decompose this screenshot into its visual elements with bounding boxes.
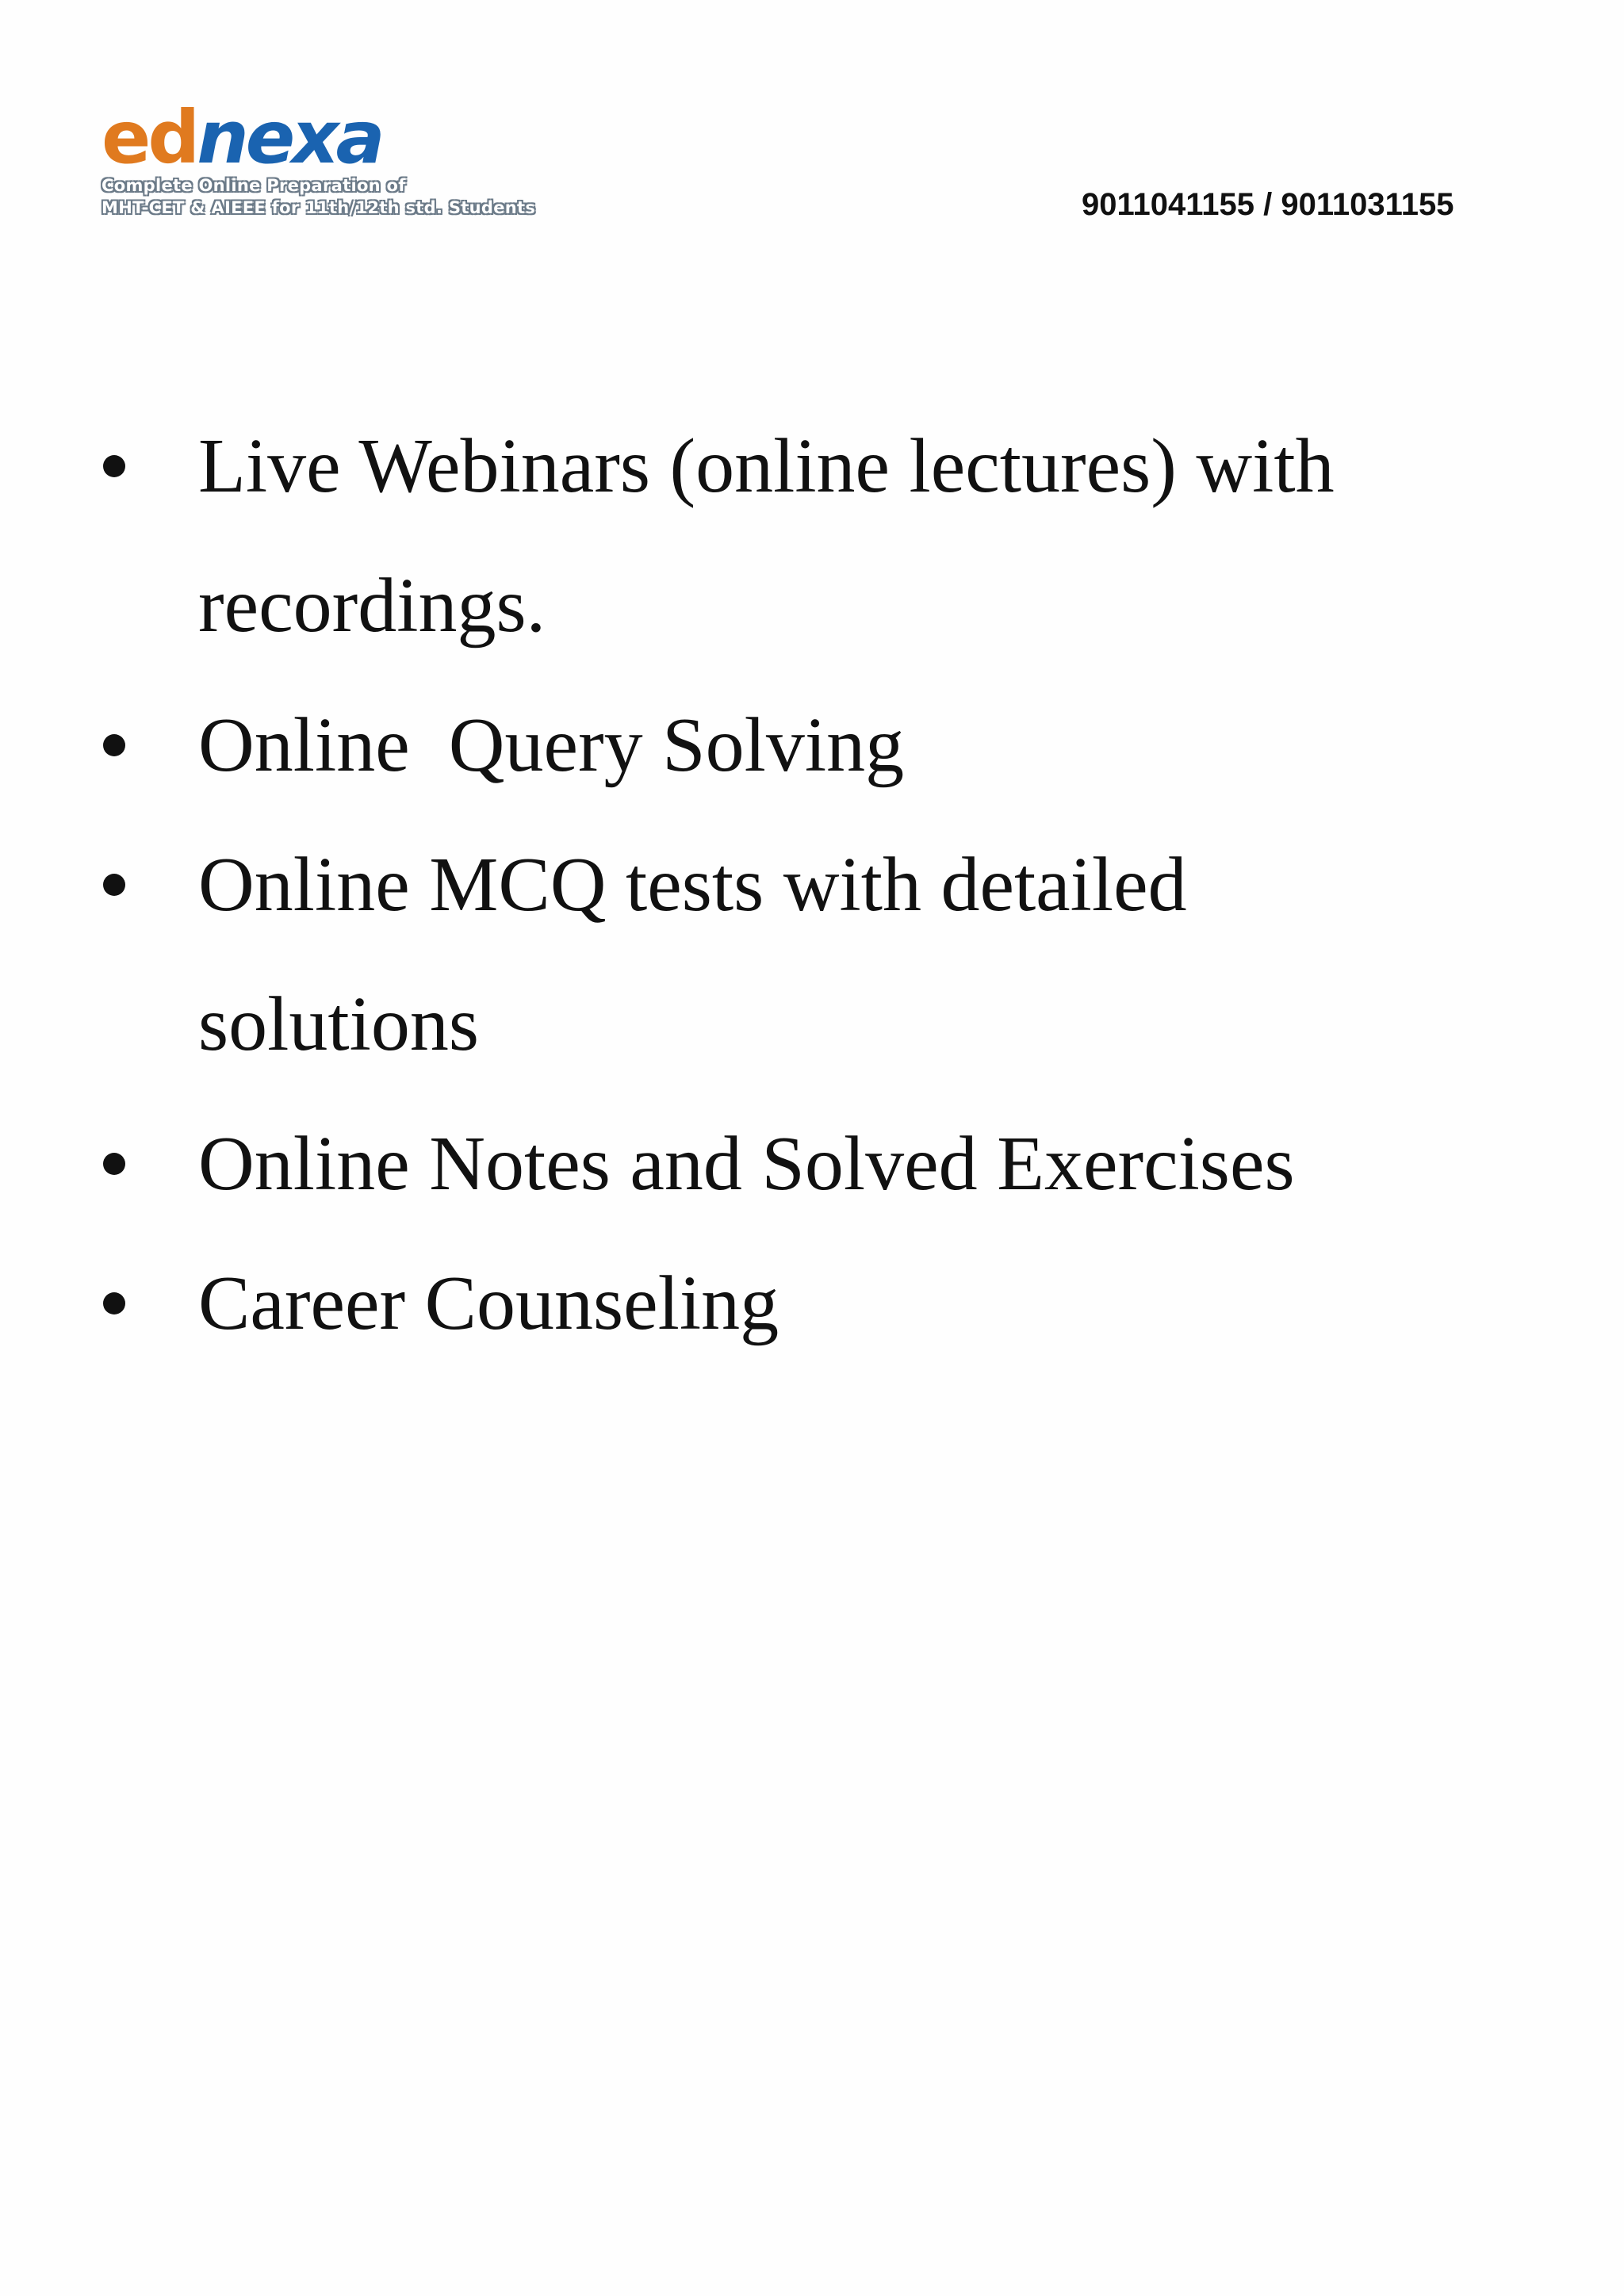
feature-text: Career Counseling (198, 1261, 779, 1346)
feature-item-query-solving (0, 675, 1467, 815)
logo-tagline (102, 174, 553, 219)
page-header (0, 0, 1624, 238)
feature-text: Online Notes and Solved Exercises (198, 1121, 1295, 1207)
logo-wordmark (102, 95, 382, 180)
feature-text: Online MCQ tests with detailed solutions (198, 842, 1207, 1067)
feature-text: Online Query Solving (198, 702, 905, 788)
feature-text: Live Webinars (online lectures) with recordings. (198, 423, 1354, 649)
bullet-dot-icon (103, 874, 125, 896)
feature-item-mcq-tests (0, 815, 1467, 1094)
bullet-dot-icon (103, 1292, 125, 1314)
feature-item-career-counseling (0, 1234, 1467, 1373)
features-list (0, 396, 1624, 1373)
feature-item-notes-exercises (0, 1094, 1467, 1234)
ednexa-logo (102, 95, 561, 220)
bullet-dot-icon (103, 455, 125, 477)
logo-tagline-line-2: MHT-CET & AIEEE for 11th/12th std. Students (102, 198, 536, 217)
feature-item-live-webinars (0, 396, 1467, 675)
bullet-dot-icon (103, 1153, 125, 1175)
features-section (0, 396, 1624, 1373)
logo-word-ed: ed (102, 95, 197, 180)
logo-word-nexa: nexa (197, 95, 382, 180)
bullet-dot-icon (103, 734, 125, 756)
contact-phone-numbers: 9011041155 / 9011031155 (1082, 187, 1454, 222)
logo-tagline-line-1: Complete Online Preparation of (102, 176, 406, 195)
